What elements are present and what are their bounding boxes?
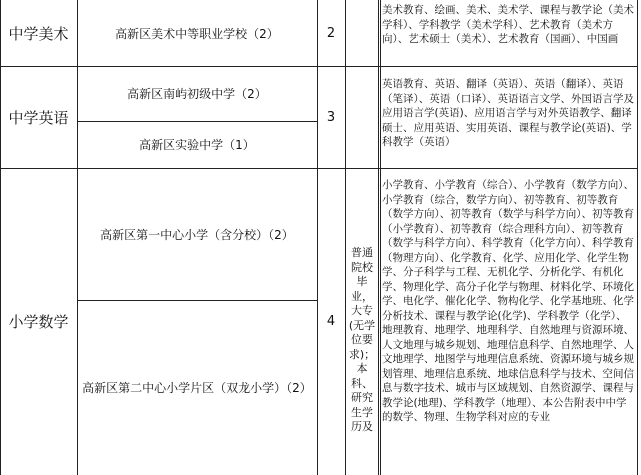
subject-label: 中学美术 bbox=[8, 24, 69, 43]
subject-cell-math bbox=[0, 168, 77, 475]
count-cell bbox=[317, 0, 345, 66]
recruit-count: 2 bbox=[326, 25, 336, 41]
subject-label: 小学数学 bbox=[8, 313, 69, 331]
grid-line bbox=[378, 0, 379, 475]
school-name: 高新区第二中心小学片区（双龙小学）（2） bbox=[82, 381, 312, 395]
requirement-text: 普通院校毕业，大专(无学位要求)；本科、研究生学历及 bbox=[348, 246, 376, 433]
grid-line bbox=[345, 0, 346, 475]
grid-line bbox=[77, 300, 317, 301]
recruit-count: 3 bbox=[326, 109, 336, 125]
grid-line bbox=[77, 0, 78, 475]
grid-line bbox=[0, 168, 638, 169]
grid-line bbox=[0, 0, 1, 475]
majors-cell bbox=[380, 77, 636, 167]
school-cell bbox=[77, 168, 317, 300]
majors-text: 小学教育、小学教育（综合）、小学教育（数学方向）、小学教育（综合，数学方向）、初等教育、初等教育（数学方向）、初等教育（数学与科学方向）、初等教育（小学教育）、初等教育（综合理科方向）、初等教育（数学与科学方向）、科学教育（化学方向）、科学教育（物理方向）、化学教育、化学、应用化学、化学生物学、分子科学与工程、无机化学、分析化学、有机化学、物理化学、高分子化学与物理、材料化学、环境化学、电化学、催化化学、物构化学、化学基地班、化学分析技术、课程与教学论(化学)、学科教学（化学）、地理教育、地理学、地理科学、自然地理与资源环境、人文地理与城乡规划、地理信息科学、自然地理学、人文地理学、地图学与地理信息系统、资源环境与城乡规划管理、地理信息系统、地球信息科学与技术、空间信息与数字技术、城市与区域规划、自然资源学、课程与教学论(地理)、学科教学（地理）、本公告附表中中学的数学、物理、生物学科对应的专业 bbox=[382, 179, 634, 423]
count-cell bbox=[317, 168, 345, 475]
school-cell bbox=[77, 0, 317, 66]
grid-line bbox=[637, 0, 638, 475]
subject-label: 中学英语 bbox=[8, 108, 69, 127]
school-name: 高新区实验中学（1） bbox=[139, 138, 255, 152]
majors-text: 英语教育、英语、翻译（英语）、英语（翻译）、英语（笔译）、英语（口译）、英语语言文学、外国语言学及应用语言学(英语)、应用语言学与对外英语教学、翻译硕士、应用英语、实用英语、课程与教学论(英语)、学科教学（英语） bbox=[382, 78, 634, 148]
count-cell bbox=[317, 66, 345, 168]
school-name: 高新区美术中等职业学校（2） bbox=[115, 26, 279, 41]
school-cell bbox=[77, 66, 317, 121]
subject-cell-art bbox=[0, 0, 77, 66]
grid-line bbox=[380, 0, 381, 475]
school-cell bbox=[77, 121, 317, 168]
majors-text: 美术教育、绘画、美术、美术学、课程与教学论（美术学科）、学科教学（美术学科）、艺术教育（美术方向）、艺术硕士（美术）、艺术教育（国画）、中国画 bbox=[382, 4, 634, 45]
grid-line bbox=[0, 66, 638, 67]
school-name: 高新区南屿初级中学（2） bbox=[127, 87, 267, 101]
majors-cell bbox=[380, 178, 637, 475]
school-name: 高新区第一中心小学（含分校）（2） bbox=[100, 227, 294, 242]
grid-line bbox=[77, 121, 317, 122]
recruit-count: 4 bbox=[326, 314, 336, 329]
requirement-cell bbox=[346, 246, 378, 475]
majors-cell bbox=[380, 3, 636, 65]
grid-line bbox=[317, 0, 318, 475]
school-cell bbox=[77, 300, 317, 475]
subject-cell-english bbox=[0, 66, 77, 168]
